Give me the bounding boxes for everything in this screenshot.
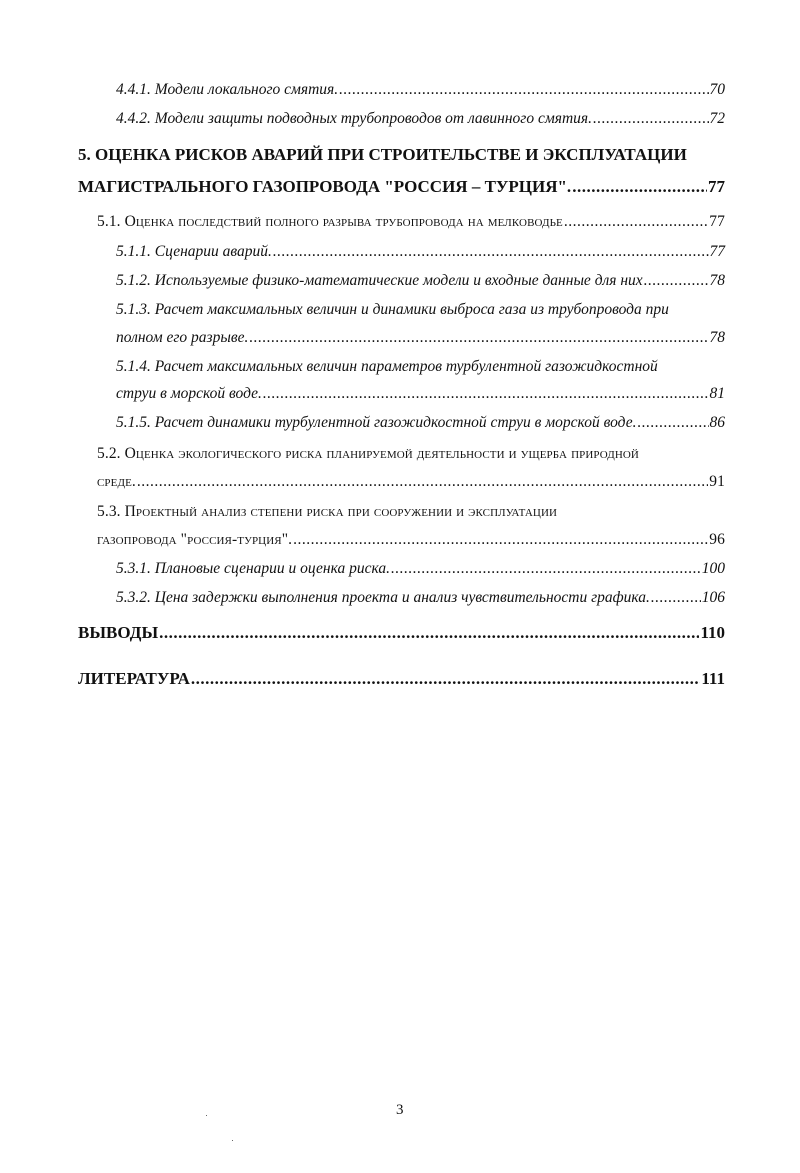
toc-entry-label: 4.4.2. Модели защиты подводных трубопроводов от лавинного смятия. (116, 110, 592, 127)
toc-entry-5-1-4 (116, 384, 725, 404)
toc-entry-5-3-1 (116, 559, 725, 579)
dot-leader (593, 109, 709, 129)
toc-entry-label: среде. (97, 473, 136, 490)
toc-section-5-2-line1: 5.2. Оценка экологического риска планируемой деятельности и ущерба природной (97, 445, 639, 462)
scan-speck (232, 1140, 233, 1141)
toc-entry-label: 4.4.1. Модели локального смятия. (116, 81, 339, 98)
toc-entry-page: 77 (708, 177, 725, 196)
scan-speck (206, 1115, 207, 1116)
dot-leader (263, 384, 709, 404)
toc-entry-label: 5.1.2. Используемые физико-математические модели и входные данные для них (116, 272, 643, 289)
dot-leader (273, 242, 709, 262)
dot-leader (339, 80, 708, 100)
toc-entry-4-4-2 (116, 109, 725, 129)
toc-entry-label: 5.3.2. Цена задержки выполнения проекта и анализ чувствительности графика. (116, 589, 650, 606)
toc-section-5-2 (97, 472, 725, 492)
toc-section-5-1 (97, 212, 725, 232)
toc-chapter-5-line1: 5. ОЦЕНКА РИСКОВ АВАРИЙ ПРИ СТРОИТЕЛЬСТВЕ И ЭКСПЛУАТАЦИИ (78, 145, 687, 164)
toc-entry-page: 86 (709, 414, 725, 431)
toc-entry-5-3-2 (116, 588, 725, 608)
toc-entry-5-1-2 (116, 271, 725, 291)
toc-entry-5-1-3-line1: 5.1.3. Расчет максимальных величин и динамики выброса газа из трубопровода при (116, 301, 669, 318)
toc-entry-page: 70 (709, 81, 725, 98)
toc-entry-page: 78 (709, 329, 725, 346)
toc-entry-page: 110 (700, 623, 725, 642)
toc-entry-page: 91 (709, 473, 725, 490)
toc-chapter-5 (78, 177, 725, 197)
toc-entry-5-1-4-line1: 5.1.4. Расчет максимальных величин параметров турбулентной газожидкостной (116, 358, 658, 375)
toc-entry-label: струи в морской воде. (116, 385, 262, 402)
toc-literature (78, 669, 725, 689)
dot-leader (644, 271, 709, 291)
dot-leader (651, 588, 701, 608)
toc-entry-5-1-3 (116, 328, 725, 348)
dot-leader (159, 623, 699, 643)
toc-entry-page: 77 (709, 213, 725, 230)
dot-leader (637, 413, 708, 433)
toc-entry-label: 5.1.1. Сценарии аварий. (116, 243, 272, 260)
dot-leader (391, 559, 701, 579)
toc-entry-label: 5.1.5. Расчет динамики турбулентной газожидкостной струи в морской воде. (116, 414, 637, 431)
toc-entry-page: 72 (709, 110, 725, 127)
toc-entry-4-4-1 (116, 80, 725, 100)
toc-entry-label: газопровода "россия-турция". (97, 531, 293, 548)
toc-entry-label: 5.3.1. Плановые сценарии и оценка риска. (116, 560, 390, 577)
toc-entry-label: ВЫВОДЫ (78, 623, 159, 642)
toc-entry-label: МАГИСТРАЛЬНОГО ГАЗОПРОВОДА "РОССИЯ – ТУРЦИЯ". (78, 177, 572, 196)
toc-entry-page: 96 (709, 531, 725, 548)
toc-entry-label: 5.1. Оценка последствий полного разрыва трубопровода на мелководье (97, 213, 563, 230)
toc-entry-page: 78 (709, 272, 725, 289)
page-number: 3 (396, 1102, 404, 1118)
toc-section-5-3-line1: 5.3. Проектный анализ степени риска при сооружении и эксплуатации (97, 503, 558, 520)
toc-section-5-3 (97, 530, 725, 550)
dot-leader (191, 669, 701, 689)
dot-leader (572, 177, 707, 197)
toc-entry-page: 100 (701, 560, 725, 577)
toc-entry-page: 106 (701, 589, 725, 606)
toc-entry-page: 81 (709, 385, 725, 402)
toc-entry-5-1-5 (116, 413, 725, 433)
toc-entry-5-1-1 (116, 242, 725, 262)
dot-leader (137, 472, 708, 492)
toc-conclusions (78, 623, 725, 643)
dot-leader (564, 212, 708, 232)
dot-leader (293, 530, 708, 550)
toc-entry-page: 111 (701, 669, 725, 688)
toc-entry-label: полном его разрыве. (116, 329, 249, 346)
dot-leader (249, 328, 708, 348)
toc-entry-label: ЛИТЕРАТУРА (78, 669, 190, 688)
toc-entry-page: 77 (709, 243, 725, 260)
